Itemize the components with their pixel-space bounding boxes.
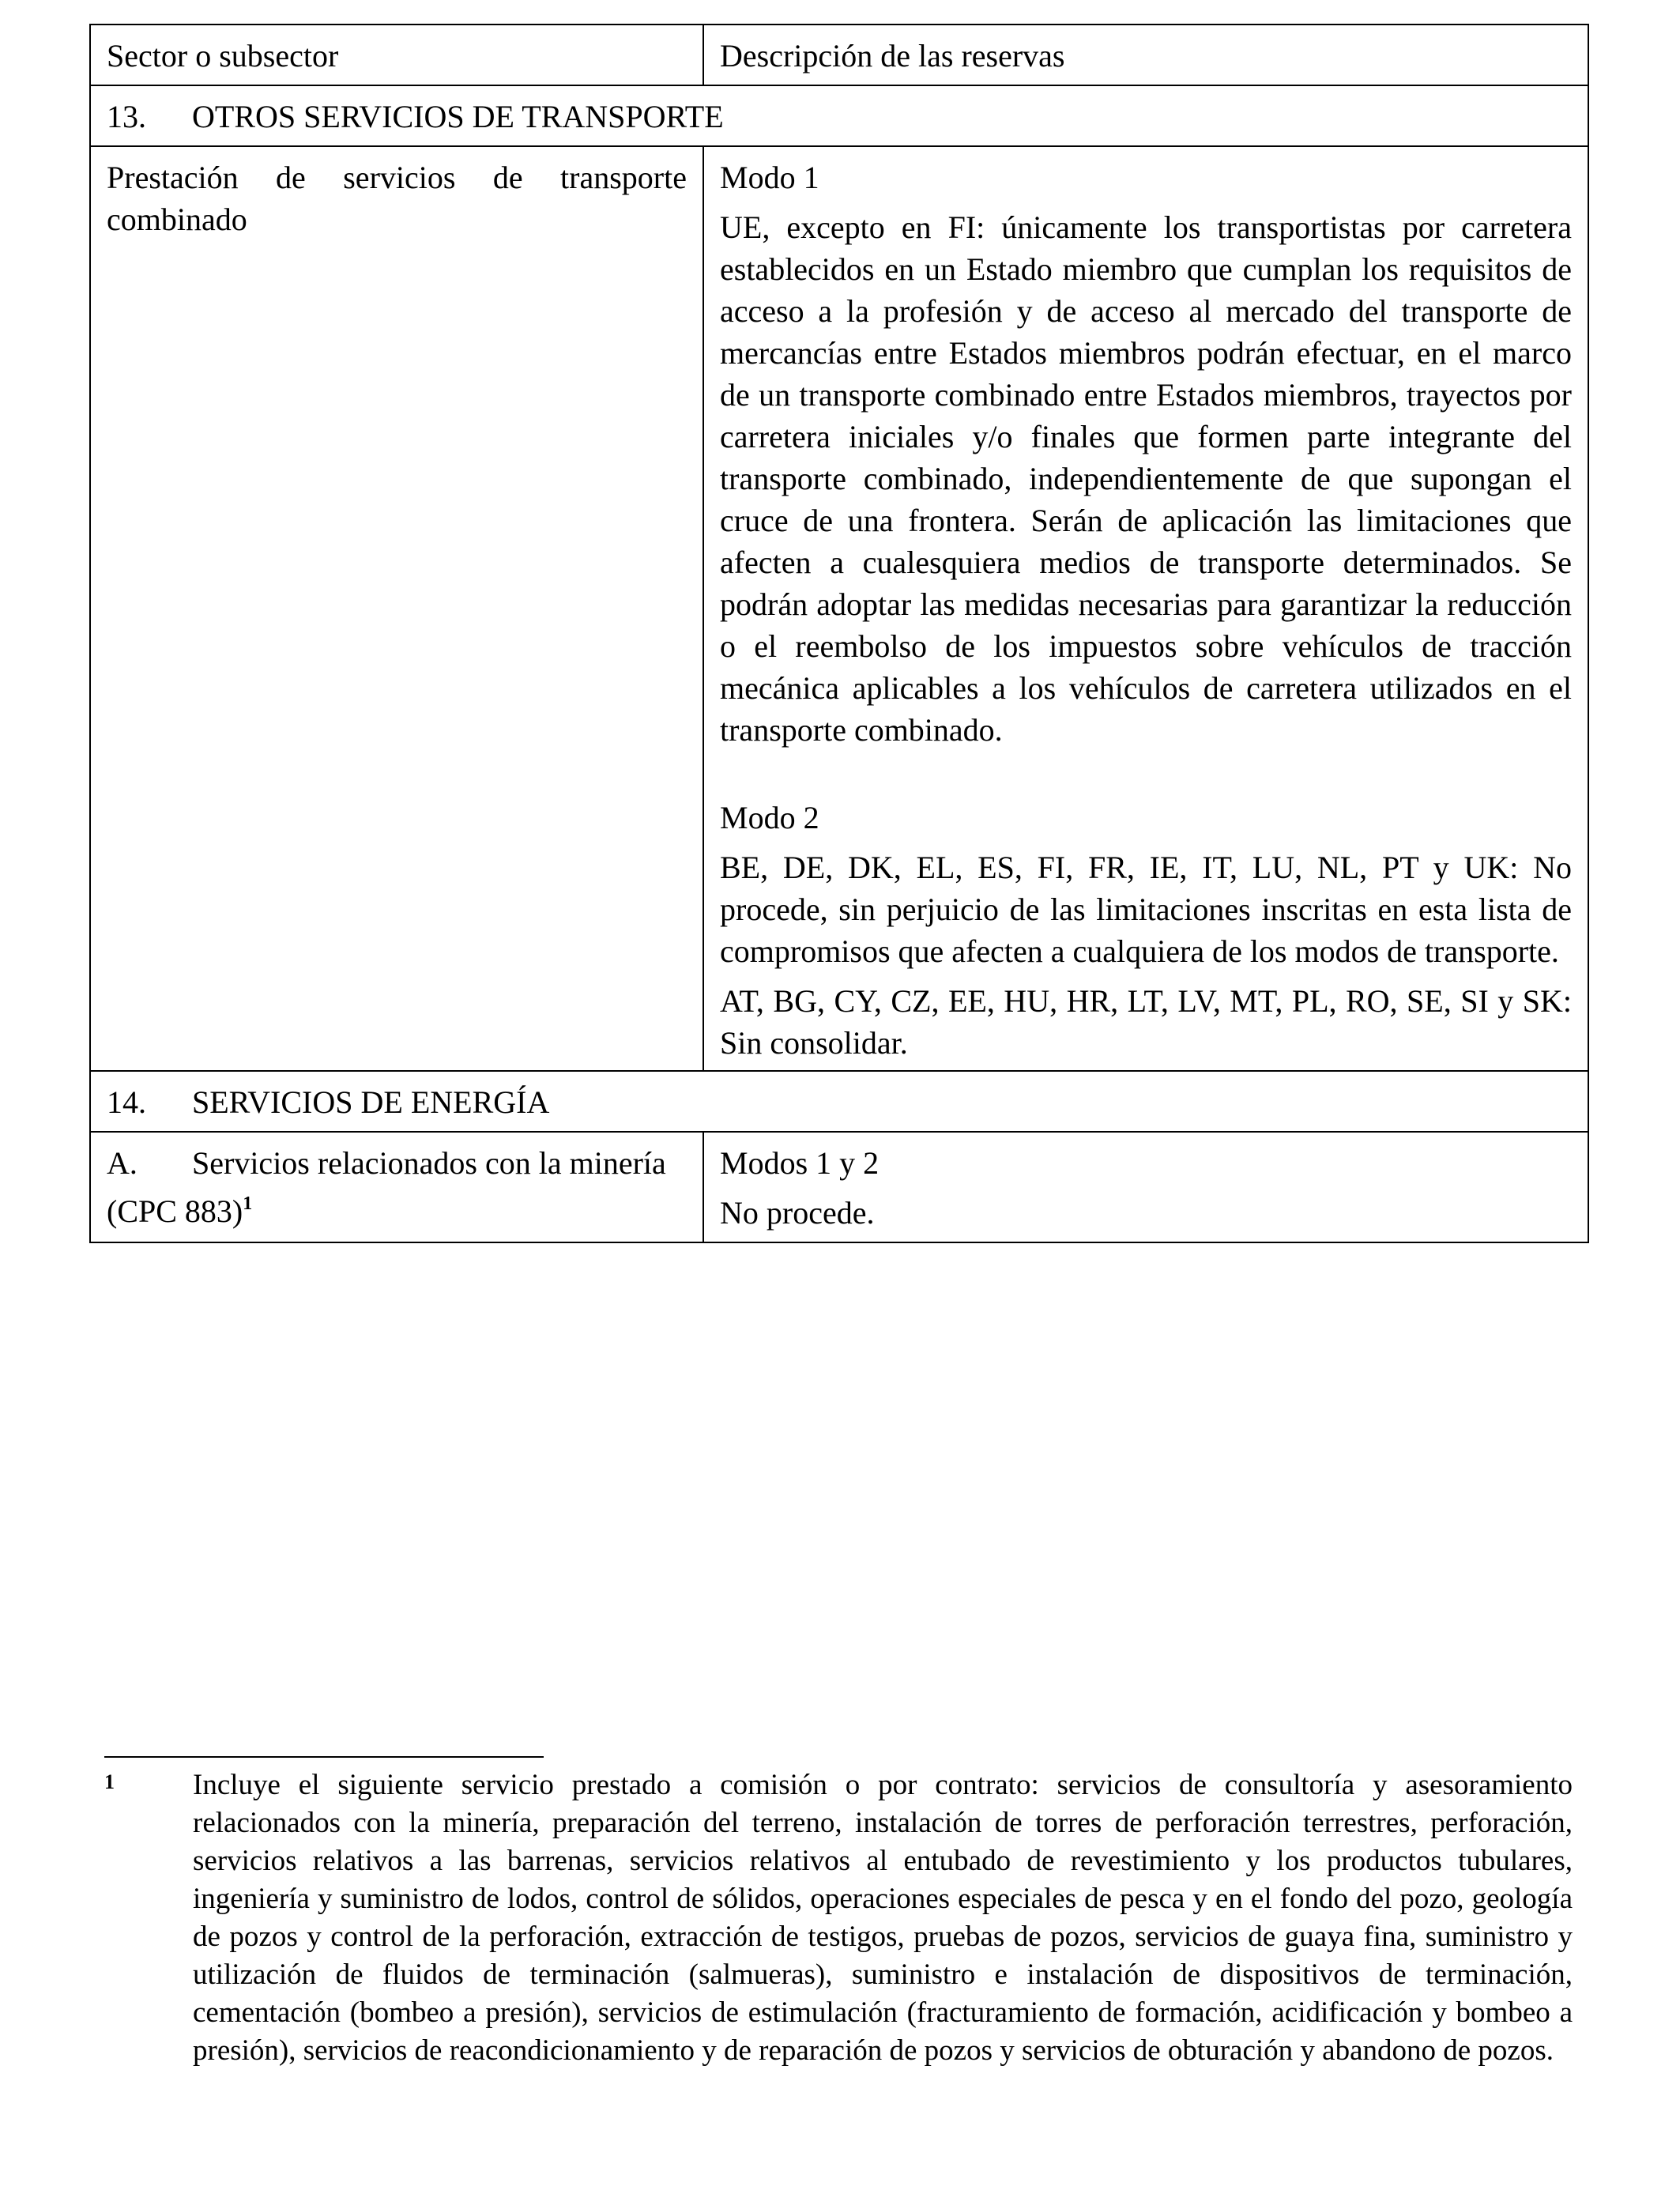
footnote (104, 1766, 1573, 2070)
sector-text-mineria: Servicios relacionados con la minería (192, 1145, 666, 1181)
table-row-mineria (90, 1132, 1588, 1242)
section-14-title: SERVICIOS DE ENERGÍA (192, 1084, 550, 1120)
table-header-row (90, 25, 1588, 85)
sector-text-transporte-combinado: Prestación de servicios de transporte combinado (107, 160, 687, 237)
spacer (720, 751, 1572, 797)
section-13-row (90, 85, 1588, 146)
section-14-number: 14. (107, 1084, 146, 1120)
description-cell-transporte-combinado (703, 146, 1588, 1071)
modo-2-text-2: AT, BG, CY, CZ, EE, HU, HR, LT, LV, MT, PL, RO, SE, SI y SK: Sin consolidar. (720, 983, 1572, 1061)
table-row-transporte-combinado (90, 146, 1588, 1071)
cpc-code (107, 1190, 687, 1232)
header-sector-label: Sector o subsector (107, 38, 339, 74)
footnote-mark: 1 (104, 1770, 115, 1793)
section-14-cell (90, 1071, 1588, 1132)
cpc-code-text: (CPC 883) (107, 1193, 243, 1229)
header-description-label: Descripción de las reservas (720, 38, 1065, 74)
header-description-cell (703, 25, 1588, 85)
footnote-reference[interactable]: 1 (243, 1193, 253, 1214)
section-13-cell (90, 85, 1588, 146)
modos-1-2-label: Modos 1 y 2 (720, 1145, 880, 1181)
modos-1-2-text: No procede. (720, 1195, 875, 1231)
modo-2-label: Modo 2 (720, 800, 819, 835)
modo-2-text-1: BE, DE, DK, EL, ES, FI, FR, IE, IT, LU, NL, PT y UK: No procede, sin perjuicio de las limitaciones inscritas en esta lista de compromisos que afecten a cualquiera de los modos de transporte. (720, 850, 1572, 969)
description-cell-mineria (703, 1132, 1588, 1242)
sector-cell-mineria (90, 1132, 703, 1242)
footnote-separator (104, 1756, 544, 1758)
section-13-title: OTROS SERVICIOS DE TRANSPORTE (192, 99, 724, 134)
section-14-row (90, 1071, 1588, 1132)
reservations-table (89, 24, 1589, 1243)
sector-cell-transporte-combinado (90, 146, 703, 1071)
modo-1-label: Modo 1 (720, 160, 819, 195)
sector-letter-a: A. (107, 1145, 137, 1181)
modo-1-text: UE, excepto en FI: únicamente los transportistas por carretera establecidos en un Estado miembro que cumplan los requisitos de acceso a la profesión y de acceso al mercado del transporte de mercancías entre Estados miembros podrán efectuar, en el marco de un transporte combinado entre Estados miembros, trayectos por carretera iniciales y/o finales que formen parte integrante del transporte combinado, independientemente de que supongan el cruce de una frontera. Serán de aplicación las limitaciones que afecten a cualesquiera medios de transporte determinados. Se podrán adoptar las medidas necesarias para garantizar la reducción o el reembolso de los impuestos sobre vehículos de tracción mecánica aplicables a los vehículos de carretera utilizados en el transporte combinado. (720, 209, 1572, 748)
header-sector-cell (90, 25, 703, 85)
section-13-number: 13. (107, 99, 146, 134)
footnote-text: Incluye el siguiente servicio prestado a comisión o por contrato: servicios de consultoría y asesoramiento relacionados con la minería, preparación del terreno, instalación de torres de perforación terrestres, perforación, servicios relativos a las barrenas, servicios relativos al entubado de revestimiento y los productos tubulares, ingeniería y suministro de lodos, control de sólidos, operaciones especiales de pesca y en el fondo del pozo, geología de pozos y control de la perforación, extracción de testigos, pruebas de pozos, servicios de guaya fina, suministro y utilización de fluidos de terminación (salmueras), suministro e instalación de dispositivos de terminación, cementación (bombeo a presión), servicios de estimulación (fracturamiento de formación, acidificación y bombeo a presión), servicios de reacondicionamiento y de reparación de pozos y servicios de obturación y abandono de pozos. (193, 1769, 1573, 2067)
